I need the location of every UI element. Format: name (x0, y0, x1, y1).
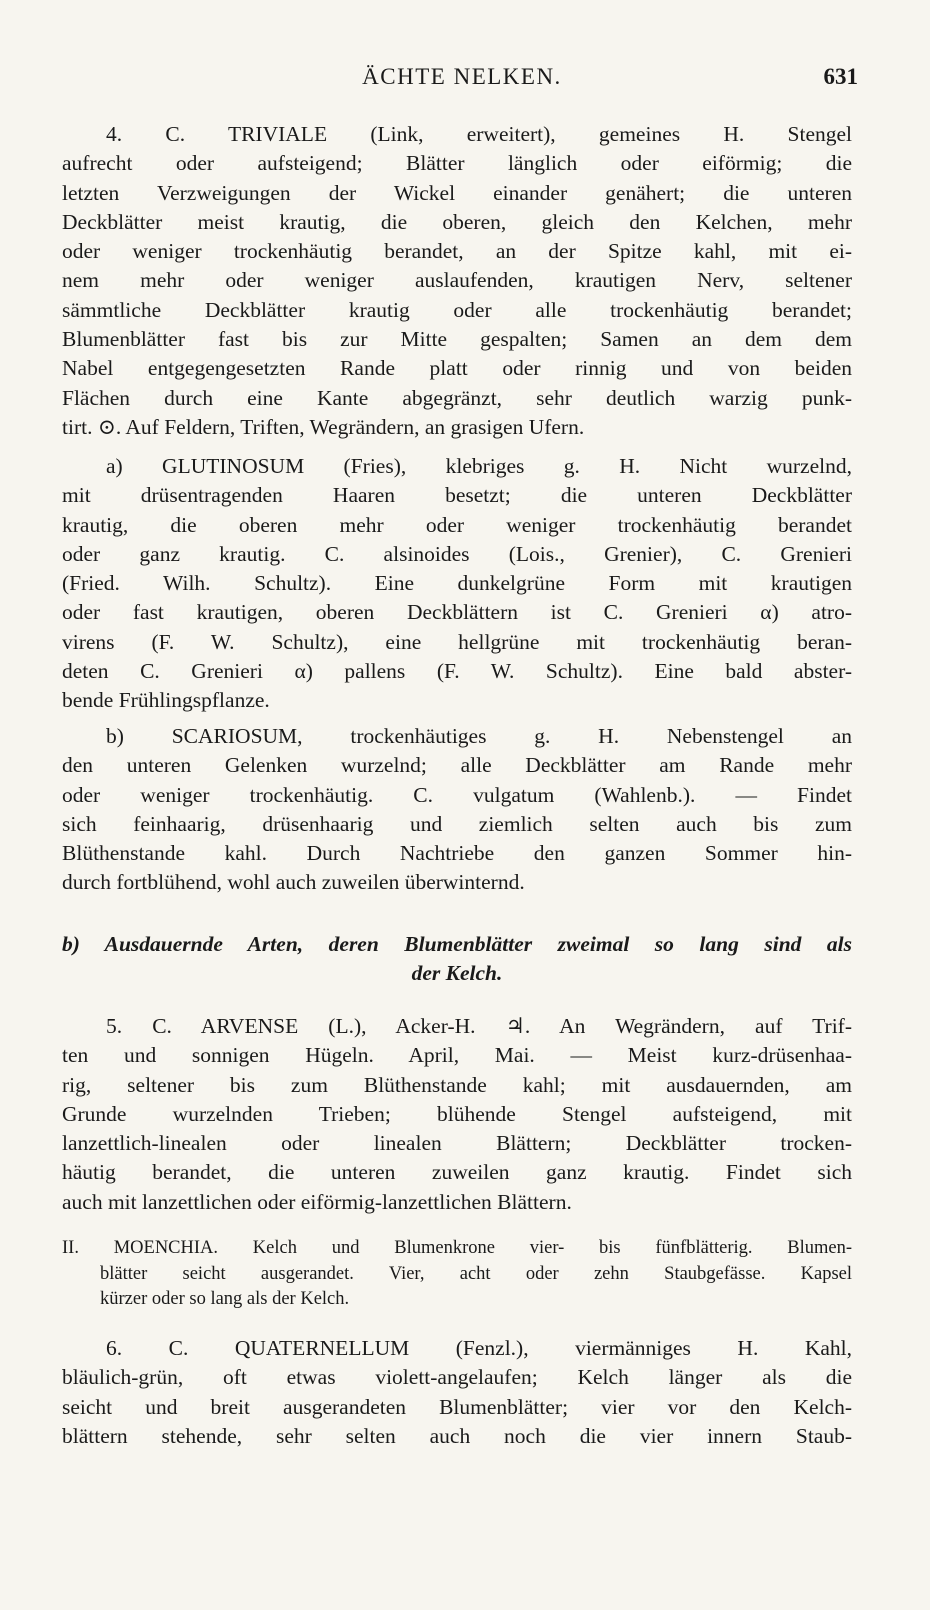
text-line: oder weniger trockenhäutig berandet, an der Spitze kahl, mit ei- (62, 239, 852, 264)
text-line: nem mehr oder weniger auslaufenden, krautigen Nerv, seltener (62, 268, 852, 293)
heading-line: b) Ausdauernde Arten, deren Blumenblätter zweimal so lang sind als (62, 932, 852, 956)
text-line: durch fortblühend, wohl auch zuweilen überwinternd. (62, 870, 525, 895)
heading-line: der Kelch. (411, 961, 503, 986)
page-header (62, 64, 862, 98)
entry-4 (62, 120, 852, 442)
text-line: Nabel entgegengesetzten Rande platt oder rinnig und von beiden (62, 356, 852, 381)
text-line: Blüthenstande kahl. Durch Nachtriebe den ganzen Sommer hin- (62, 841, 852, 866)
text-line: virens (F. W. Schultz), eine hellgrüne mit trockenhäutig beran- (62, 629, 852, 654)
text-line: kürzer oder so lang als der Kelch. (100, 1289, 350, 1310)
running-title: ÄCHTE NELKEN. (362, 64, 562, 89)
text-line: seicht und breit ausgerandeten Blumenblätter; vier vor den Kelch- (62, 1394, 852, 1419)
text-line: 6. C. QUATERNELLUM (Fenzl.), viermänniges H. Kahl, (106, 1336, 852, 1360)
text-line: (Fried. Wilh. Schultz). Eine dunkelgrüne Form mit krautigen (62, 571, 852, 596)
text-line: krautig, die oberen mehr oder weniger trockenhäutig berandet (62, 512, 852, 537)
text-line: bende Frühlingspflanze. (62, 688, 270, 713)
text-line: oder ganz krautig. C. alsinoides (Lois., Grenier), C. Grenieri (62, 541, 852, 566)
text-line: mit drüsentragenden Haaren besetzt; die unteren Deckblätter (62, 483, 852, 508)
text-line: Deckblätter meist krautig, die oberen, gleich den Kelchen, mehr (62, 209, 852, 234)
text-line: deten C. Grenieri α) pallens (F. W. Schultz). Eine bald abster- (62, 659, 852, 684)
text-line: sämmtliche Deckblätter krautig oder alle trockenhäutig berandet; (62, 297, 852, 322)
text-line: b) SCARIOSUM, trockenhäutiges g. H. Nebenstengel an (106, 724, 852, 748)
text-line: auch mit lanzettlichen oder eiförmig-lanzettlichen Blättern. (62, 1189, 572, 1214)
section-heading (62, 930, 852, 989)
text-line: sich feinhaarig, drüsenhaarig und ziemlich selten auch bis zum (62, 811, 852, 836)
section-moenchia (62, 1236, 852, 1313)
entry-6 (62, 1334, 852, 1451)
text-line: häutig berandet, die unteren zuweilen ganz krautig. Findet sich (62, 1160, 852, 1185)
text-line: 4. C. TRIVIALE (Link, erweitert), gemeines H. Stengel (106, 122, 852, 146)
page-number: 631 (823, 64, 858, 89)
text-line: bläulich-grün, oft etwas violett-angelaufen; Kelch länger als die (62, 1365, 852, 1390)
text-line: Blumenblätter fast bis zur Mitte gespalten; Samen an dem dem (62, 327, 852, 352)
text-line: letzten Verzweigungen der Wickel einander genähert; die unteren (62, 180, 852, 205)
text-line: aufrecht oder aufsteigend; Blätter länglich oder eiförmig; die (62, 151, 852, 176)
text-line: den unteren Gelenken wurzelnd; alle Deckblätter am Rande mehr (62, 753, 852, 778)
text-line: II. MOENCHIA. Kelch und Blumenkrone vier- bis fünfblätterig. Blumen- (62, 1238, 852, 1258)
text-line: oder weniger trockenhäutig. C. vulgatum (Wahlenb.). — Findet (62, 782, 852, 807)
text-line: Flächen durch eine Kante abgegränzt, sehr deutlich warzig punk- (62, 385, 852, 410)
text-line: Grunde wurzelnden Trieben; blühende Stengel aufsteigend, mit (62, 1101, 852, 1126)
text-line: a) GLUTINOSUM (Fries), klebriges g. H. Nicht wurzelnd, (106, 454, 852, 478)
variety-a (62, 452, 852, 716)
variety-b (62, 722, 852, 898)
text-line: ten und sonnigen Hügeln. April, Mai. — Meist kurz-drüsenhaa- (62, 1043, 852, 1068)
text-line: rig, seltener bis zum Blüthenstande kahl; mit ausdauernden, am (62, 1072, 852, 1097)
entry-5 (62, 1012, 852, 1217)
text-line: tirt. ⊙. Auf Feldern, Triften, Wegrändern, an grasigen Ufern. (62, 414, 585, 439)
text-line: oder fast krautigen, oberen Deckblättern ist C. Grenieri α) atro- (62, 600, 852, 625)
text-line: lanzettlich-linealen oder linealen Blättern; Deckblätter trocken- (62, 1131, 852, 1156)
text-line: blättern stehende, sehr selten auch noch die vier innern Staub- (62, 1423, 852, 1448)
text-line: 5. C. ARVENSE (L.), Acker-H. ♃. An Wegrändern, auf Trif- (106, 1014, 852, 1038)
text-line: blätter seicht ausgerandet. Vier, acht oder zehn Staubgefässe. Kapsel (100, 1263, 852, 1284)
